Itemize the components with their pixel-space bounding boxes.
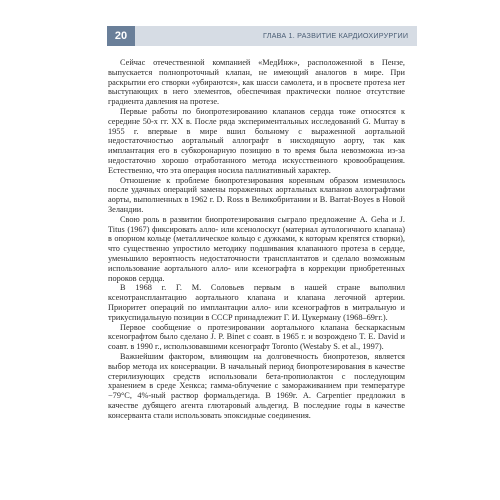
page-number: 20 bbox=[107, 26, 135, 46]
paragraph: Отношение к проблеме биопротезирования коренным образом изменилось после удачных операций замены пораженных аортальных клапанов аллографтами аорты, выполненных в 1962 г. D. Ross в Великобритании и B. Barrat-Boyes в Новой Зеландии. bbox=[108, 175, 405, 214]
body-text bbox=[108, 58, 405, 420]
paragraph: Первые работы по биопротезированию клапанов сердца тоже относятся к середине 50-х гг. XX в. После ряда экспериментальных исследований G. Murray в 1955 г. впервые в мире вшил больному с выраженной аортальной недостаточностью аортальный аллографт в нисходящую аорту, так как имплантация его в субкоронарную позицию в то время была невозможна из-за недостаточно хорошо отработанного метода искусственного кровообращения. Естественно, что эта операция носила паллиативный характер. bbox=[108, 106, 405, 175]
paragraph: Свою роль в развитии биопротезирования сыграло предложение A. Geha и J. Titus (1967) фиксировать алло- или ксенолоскут (материал аутологичного клапана) в опорном кольце (металлическое кольцо с дужками, к которым крепятся створки), что существенно упростило методику подшивания клапанного протеза в сердце, уменьшило вероятность недостаточности трансплантатов и сделало возможным использование аортального алло- или ксенографта в коррекции приобретенных пороков сердца. bbox=[108, 214, 405, 283]
paragraph: Первое сообщение о протезировании аортального клапана бескаркасным ксенографтом было сделано J. P. Binet с соавт. в 1965 г. и возрождено T. E. David и соавт. в 1990 г., использовавшими ксенографт Toronto (Westaby S. et al., 1997). bbox=[108, 322, 405, 352]
paragraph: В 1968 г. Г. М. Соловьев первым в нашей стране выполнил ксенотрансплантацию аортального клапана и клапана легочной артерии. Приоритет операций по имплантации алло- или ксенографтов в митральную и трикуспидальную позиции в СССР принадлежит Г. И. Цукерману (1968–69гг.). bbox=[108, 283, 405, 322]
paragraph: Важнейшим фактором, влияющим на долговечность биопротезов, является выбор метода их консервации. В начальный период биопротезирования в качестве стерилизующих средств использовали бета-пропиолактон с последующим хранением в среде Хенкса; гамма-облучение с замораживанием при температуре −79°С, 4%-ный раствор формальдегида. В 1969г. A. Carpentier предложил в качестве дубящего агента глютаровый альдегид. В последние годы в качестве консерванта стали использовать эпоксидные соединения. bbox=[108, 351, 405, 420]
paragraph: Сейчас отечественной компанией «МедИнж», расположенной в Пензе, выпускается полнопроточный клапан, не имеющий аналогов в мире. При раскрытии его створки «убираются», как шасси самолета, и в просвете протеза нет выступающих в него элементов, обеспечивая практически полное отсутствие градиента давления на протезе. bbox=[108, 58, 405, 107]
running-header bbox=[107, 26, 417, 46]
chapter-title: ГЛАВА 1. РАЗВИТИЕ КАРДИОХИРУРГИИ bbox=[263, 31, 409, 40]
